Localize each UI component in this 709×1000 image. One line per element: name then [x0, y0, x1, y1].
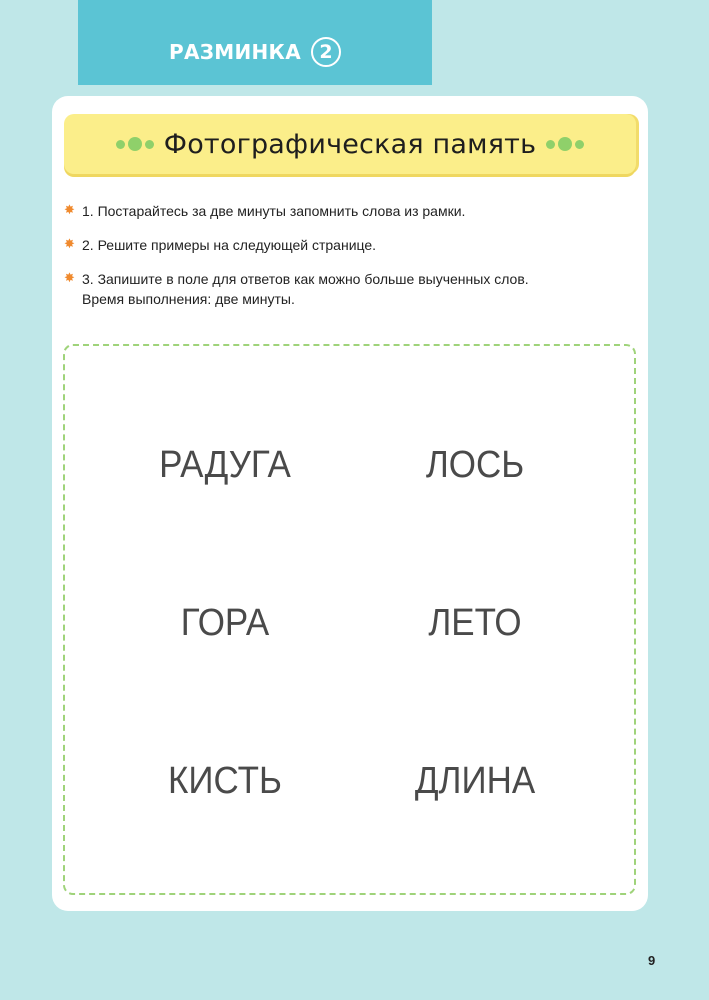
star-bullet-icon: ✸ [64, 203, 75, 218]
page-number: 9 [648, 953, 656, 968]
green-dots-icon [546, 137, 584, 151]
star-bullet-icon: ✸ [64, 271, 75, 286]
green-dots-icon [116, 137, 154, 151]
exercise-title: Фотографическая память [163, 128, 537, 160]
exercise-banner [64, 114, 636, 174]
memory-word: ГОРА [180, 602, 270, 644]
memory-word: ЛОСЬ [425, 444, 525, 486]
memory-word: КИСТЬ [168, 760, 282, 802]
star-bullet-icon: ✸ [64, 237, 75, 252]
instruction-text: 3. Запишите в поле для ответов как можно больше выученных слов. Время выполнения: две минуты. [82, 271, 529, 307]
exercise-card [52, 96, 648, 911]
memory-word: ДЛИНА [414, 760, 536, 802]
section-tab [78, 0, 432, 85]
instruction-text: 1. Постарайтесь за две минуты запомнить слова из рамки. [82, 203, 466, 219]
instruction-item [64, 269, 624, 309]
instruction-item [64, 201, 624, 221]
word-frame [63, 344, 636, 895]
instruction-text: 2. Решите примеры на следующей странице. [82, 237, 377, 253]
instruction-item [64, 235, 624, 255]
instructions-list [64, 201, 624, 309]
memory-word: РАДУГА [159, 444, 291, 486]
section-label: РАЗМИНКА [169, 40, 301, 64]
section-number: 2 [311, 37, 341, 67]
memory-word: ЛЕТО [428, 602, 522, 644]
